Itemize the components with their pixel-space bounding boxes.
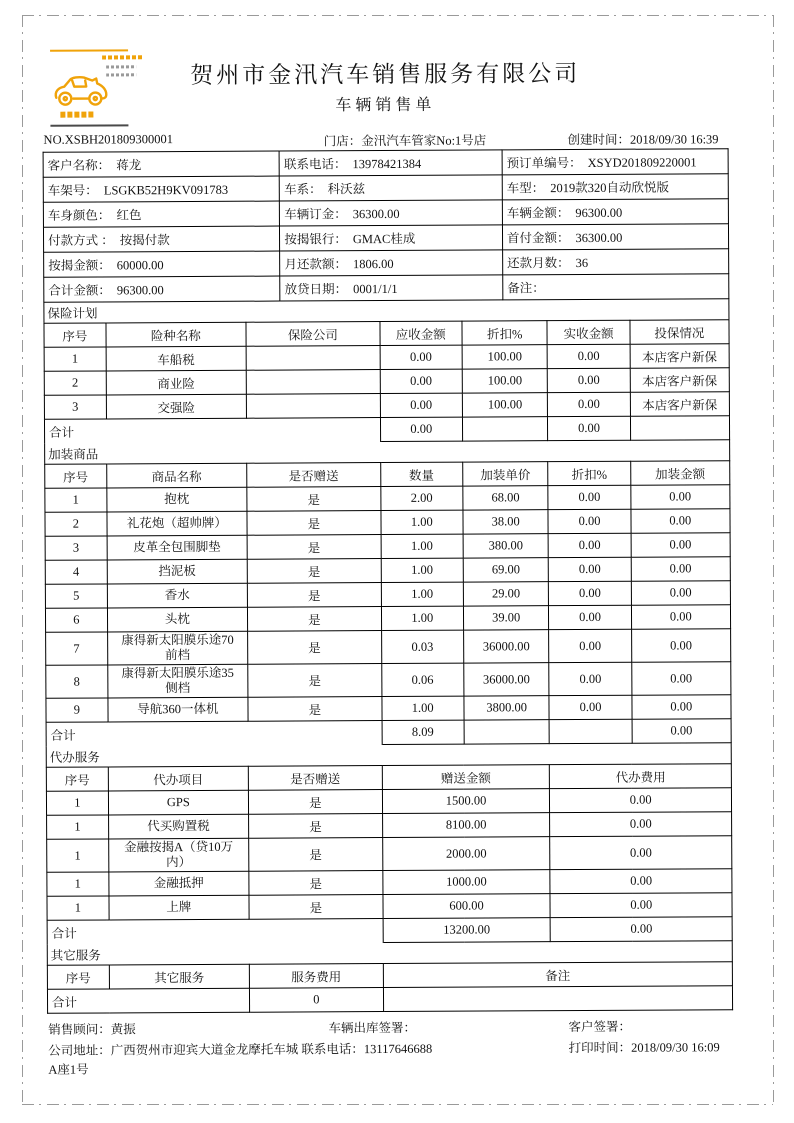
info-row xyxy=(43,174,728,203)
insurance-row: 2 商业险 0.00 100.00 0.00 本店客户新保 xyxy=(44,368,729,396)
outbound-signature-label: 车辆出库签署： xyxy=(328,1020,416,1036)
addons-total-row: 合计 8.09 0.00 xyxy=(46,719,731,747)
info-cell: 还款月数： 36 xyxy=(503,249,729,275)
info-cell: 按揭银行： GMAC桂成 xyxy=(280,225,503,251)
info-cell: 车辆订金： 36300.00 xyxy=(280,200,503,226)
print-time: 打印时间：2018/09/30 16:09 xyxy=(568,1040,720,1056)
company-address-2: A座1号 xyxy=(48,1062,89,1077)
section-title-insurance: 保险计划 xyxy=(43,299,729,323)
meta-line xyxy=(42,129,728,150)
insurance-header-row: 序号 险种名称 保险公司 应收金额 折扣% 实收金额 投保情况 xyxy=(44,320,729,348)
section-title-others: 其它服务 xyxy=(47,941,733,965)
info-row xyxy=(43,149,728,178)
others-header-row: 序号 其它服务 服务费用 备注 xyxy=(47,962,732,990)
addon-row: 8 康得新太阳膜乐途35 侧档 是 0.06 36000.00 0.00 0.00 xyxy=(46,662,731,699)
agency-header-row: 序号 代办项目 是否赠送 赠送金额 代办费用 xyxy=(46,764,731,792)
agency-table xyxy=(46,763,733,945)
section-title-addons: 加装商品 xyxy=(44,440,730,464)
info-cell: 放贷日期： 0001/1/1 xyxy=(280,275,503,301)
insurance-total-row: 合计 0.00 0.00 xyxy=(44,416,729,444)
info-row xyxy=(44,274,729,303)
info-cell: 首付金额： 36300.00 xyxy=(502,224,728,250)
agency-row: 1 GPS 是 1500.00 0.00 xyxy=(46,788,731,816)
info-cell: 按揭金额： 60000.00 xyxy=(44,251,280,277)
agency-row: 1 上牌 是 600.00 0.00 xyxy=(47,893,732,921)
info-cell: 联系电话： 13978421384 xyxy=(279,150,502,176)
cut-frame-right xyxy=(773,15,774,1104)
insurance-table xyxy=(43,319,730,444)
info-row xyxy=(43,224,728,253)
address-line xyxy=(47,1038,733,1061)
info-cell: 月还款额： 1806.00 xyxy=(280,250,503,276)
cut-frame-bottom xyxy=(22,1104,773,1105)
addons-header-row: 序号 商品名称 是否赠送 数量 加装单价 折扣% 加装金额 xyxy=(45,461,730,489)
store-name: 门店：金汛汽车管家No:1号店 xyxy=(323,133,487,149)
agency-row: 1 代买购置税 是 8100.00 0.00 xyxy=(47,812,732,840)
info-cell: 车架号： LSGKB52H9KV091783 xyxy=(43,176,279,202)
agency-row: 1 金融抵押 是 1000.00 0.00 xyxy=(47,869,732,897)
created-time: 创建时间：2018/09/30 16:39 xyxy=(567,132,719,148)
addon-row: 9 导航360一体机 是 1.00 3800.00 0.00 0.00 xyxy=(46,695,731,723)
info-cell: 车型： 2019款320自动欣悦版 xyxy=(502,174,728,200)
info-cell: 客户名称： 蒋龙 xyxy=(43,151,279,177)
info-cell: 车系： 科沃兹 xyxy=(280,175,503,201)
addon-row: 1 抱枕 是 2.00 68.00 0.00 0.00 xyxy=(45,485,730,513)
sales-advisor: 销售顾问：黄振 xyxy=(48,1022,136,1037)
customer-signature-label: 客户签署： xyxy=(568,1019,632,1035)
document-body xyxy=(42,38,733,1080)
insurance-row: 1 车船税 0.00 100.00 0.00 本店客户新保 xyxy=(44,344,729,372)
addon-row: 7 康得新太阳膜乐途70 前档 是 0.03 36000.00 0.00 0.00 xyxy=(46,629,731,666)
agency-total-row: 合计 13200.00 0.00 xyxy=(47,917,732,945)
addons-table xyxy=(44,460,731,747)
logo-top-rule xyxy=(50,49,128,51)
document-title: 车辆销售单 xyxy=(335,96,436,115)
addon-row: 6 头枕 是 1.00 39.00 0.00 0.00 xyxy=(45,605,730,633)
info-cell: 备注： xyxy=(503,274,729,300)
info-cell: 车辆金额： 96300.00 xyxy=(502,199,728,225)
info-cell: 预订单编号： XSYD201809220001 xyxy=(502,149,728,175)
company-name: 贺州市金汛汽车销售服务有限公司 xyxy=(190,60,581,89)
signature-line xyxy=(47,1017,733,1040)
logo-bottom-rule xyxy=(50,124,128,126)
insurance-row: 3 交强险 0.00 100.00 0.00 本店客户新保 xyxy=(44,392,729,420)
info-row xyxy=(44,249,729,278)
order-number: NO.XSBH201809300001 xyxy=(43,132,174,147)
document-footer xyxy=(47,1017,733,1080)
agency-row: 1 金融按揭A（贷10万 内） 是 2000.00 0.00 xyxy=(47,836,732,873)
addon-row: 3 皮革全包围脚垫 是 1.00 380.00 0.00 0.00 xyxy=(45,533,730,561)
company-address: 公司地址：广西贺州市迎宾大道金龙摩托车城 联系电话：13117646688 xyxy=(48,1041,433,1058)
info-cell: 付款方式 ： 按揭付款 xyxy=(43,226,279,252)
others-total-row: 合计 0 xyxy=(47,986,732,1014)
cut-frame-top xyxy=(22,15,773,16)
section-title-agency: 代办服务 xyxy=(46,743,732,767)
info-cell: 合计金额： 96300.00 xyxy=(44,276,280,302)
document-header xyxy=(42,38,729,152)
others-table xyxy=(47,961,733,1014)
info-cell: 车身颜色： 红色 xyxy=(43,201,279,227)
addon-row: 4 挡泥板 是 1.00 69.00 0.00 0.00 xyxy=(45,557,730,585)
info-row xyxy=(43,199,728,228)
addon-row: 2 礼花炮（超帅牌） 是 1.00 38.00 0.00 0.00 xyxy=(45,509,730,537)
cut-frame-left xyxy=(22,15,23,1104)
customer-info-table xyxy=(43,148,730,303)
addon-row: 5 香水 是 1.00 29.00 0.00 0.00 xyxy=(45,581,730,609)
